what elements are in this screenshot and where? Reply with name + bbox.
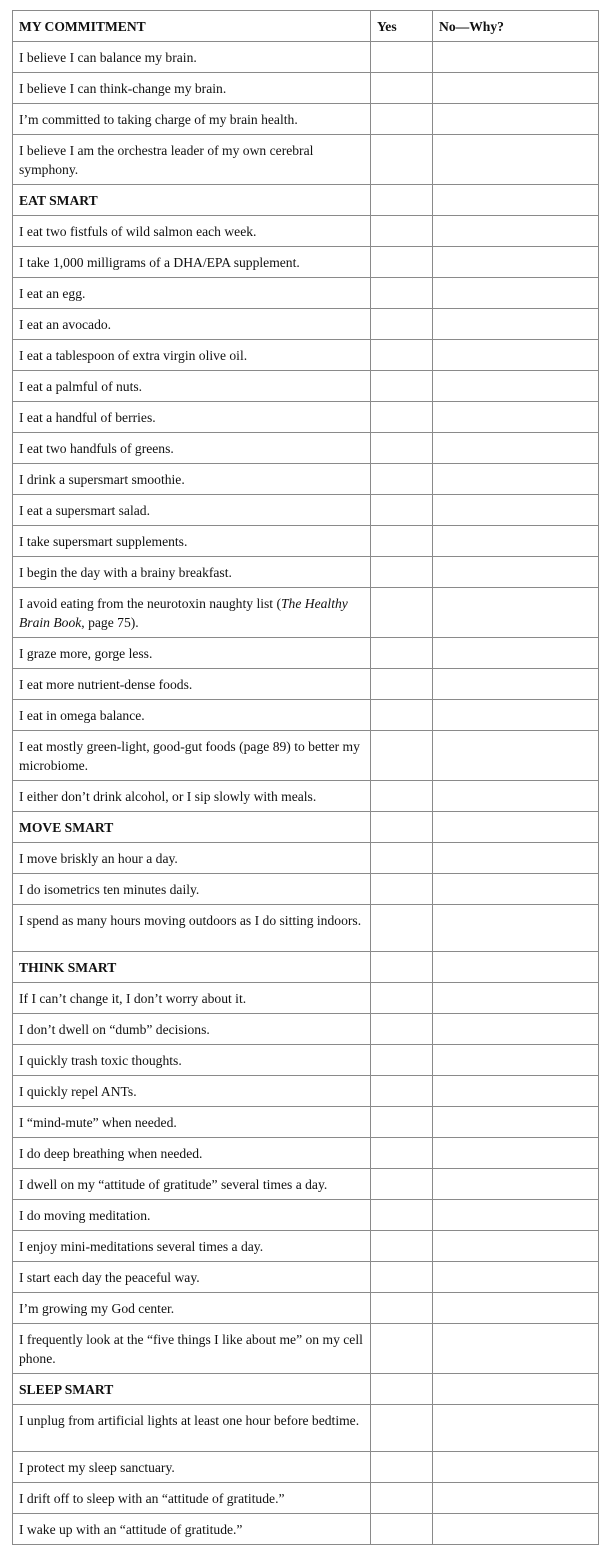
yes-cell xyxy=(371,952,433,983)
table-row xyxy=(13,1107,599,1138)
commitment-text: I take supersmart supplements. xyxy=(13,526,371,557)
no-why-cell[interactable] xyxy=(433,1045,599,1076)
table-row xyxy=(13,731,599,781)
no-why-cell[interactable] xyxy=(433,216,599,247)
table-row xyxy=(13,1293,599,1324)
table-row xyxy=(13,495,599,526)
table-row xyxy=(13,42,599,73)
no-why-cell[interactable] xyxy=(433,42,599,73)
table-row xyxy=(13,526,599,557)
commitment-text: I spend as many hours moving outdoors as I do sitting indoors. xyxy=(13,905,371,952)
no-why-cell[interactable] xyxy=(433,1107,599,1138)
yes-cell[interactable] xyxy=(371,905,433,952)
commitment-text: I eat a palmful of nuts. xyxy=(13,371,371,402)
commitment-text: I either don’t drink alcohol, or I sip slowly with meals. xyxy=(13,781,371,812)
yes-cell[interactable] xyxy=(371,1405,433,1452)
table-body xyxy=(13,42,599,1545)
commitment-text: I eat two fistfuls of wild salmon each week. xyxy=(13,216,371,247)
table-row xyxy=(13,340,599,371)
yes-cell[interactable] xyxy=(371,371,433,402)
commitment-text: I eat an avocado. xyxy=(13,309,371,340)
table-row xyxy=(13,1452,599,1483)
table-row xyxy=(13,1014,599,1045)
commitment-text: I graze more, gorge less. xyxy=(13,638,371,669)
table-row xyxy=(13,104,599,135)
yes-cell[interactable] xyxy=(371,1483,433,1514)
table-row xyxy=(13,278,599,309)
yes-cell[interactable] xyxy=(371,843,433,874)
no-why-cell[interactable] xyxy=(433,1169,599,1200)
yes-cell[interactable] xyxy=(371,42,433,73)
table-row xyxy=(13,874,599,905)
commitment-text: I frequently look at the “five things I like about me” on my cell phone. xyxy=(13,1324,371,1374)
commitment-text: I do moving meditation. xyxy=(13,1200,371,1231)
commitment-text: I do isometrics ten minutes daily. xyxy=(13,874,371,905)
table-row xyxy=(13,700,599,731)
yes-cell[interactable] xyxy=(371,1452,433,1483)
table-row xyxy=(13,1324,599,1374)
commitment-text-part: , page 75). xyxy=(81,615,139,630)
commitment-text: I drink a supersmart smoothie. xyxy=(13,464,371,495)
table-row xyxy=(13,216,599,247)
section-title: SLEEP SMART xyxy=(13,1374,371,1405)
table-row xyxy=(13,1262,599,1293)
table-row xyxy=(13,135,599,185)
yes-cell[interactable] xyxy=(371,526,433,557)
commitment-checklist-sheet xyxy=(12,10,599,1545)
commitment-text xyxy=(13,588,371,638)
no-why-cell[interactable] xyxy=(433,402,599,433)
commitment-text: I protect my sleep sanctuary. xyxy=(13,1452,371,1483)
yes-cell[interactable] xyxy=(371,309,433,340)
table-row xyxy=(13,464,599,495)
table-row xyxy=(13,433,599,464)
no-why-cell[interactable] xyxy=(433,1262,599,1293)
yes-cell[interactable] xyxy=(371,1262,433,1293)
no-why-cell[interactable] xyxy=(433,874,599,905)
table-row xyxy=(13,309,599,340)
no-why-cell xyxy=(433,1374,599,1405)
yes-cell[interactable] xyxy=(371,340,433,371)
no-why-cell[interactable] xyxy=(433,983,599,1014)
commitment-text: I believe I am the orchestra leader of my own cerebral symphony. xyxy=(13,135,371,185)
section-title: EAT SMART xyxy=(13,185,371,216)
table-row xyxy=(13,1514,599,1545)
table-row xyxy=(13,1138,599,1169)
no-why-cell[interactable] xyxy=(433,905,599,952)
header-yes: Yes xyxy=(371,11,433,42)
yes-cell[interactable] xyxy=(371,1107,433,1138)
yes-cell[interactable] xyxy=(371,402,433,433)
no-why-cell[interactable] xyxy=(433,1324,599,1374)
section-title: MOVE SMART xyxy=(13,812,371,843)
section-header-row xyxy=(13,812,599,843)
yes-cell[interactable] xyxy=(371,135,433,185)
commitment-text: I eat a handful of berries. xyxy=(13,402,371,433)
commitment-text: If I can’t change it, I don’t worry about it. xyxy=(13,983,371,1014)
table-row xyxy=(13,983,599,1014)
commitment-text: I wake up with an “attitude of gratitude.” xyxy=(13,1514,371,1545)
table-row xyxy=(13,247,599,278)
table-row xyxy=(13,1076,599,1107)
yes-cell[interactable] xyxy=(371,874,433,905)
commitment-text: I begin the day with a brainy breakfast. xyxy=(13,557,371,588)
table-row xyxy=(13,843,599,874)
no-why-cell[interactable] xyxy=(433,1138,599,1169)
yes-cell[interactable] xyxy=(371,1200,433,1231)
table-row xyxy=(13,371,599,402)
no-why-cell[interactable] xyxy=(433,700,599,731)
commitment-text: I move briskly an hour a day. xyxy=(13,843,371,874)
no-why-cell[interactable] xyxy=(433,104,599,135)
yes-cell xyxy=(371,1374,433,1405)
yes-cell[interactable] xyxy=(371,1293,433,1324)
no-why-cell[interactable] xyxy=(433,1076,599,1107)
no-why-cell xyxy=(433,185,599,216)
yes-cell[interactable] xyxy=(371,1138,433,1169)
no-why-cell[interactable] xyxy=(433,781,599,812)
section-header-row xyxy=(13,952,599,983)
yes-cell[interactable] xyxy=(371,557,433,588)
commitment-text: I unplug from artificial lights at least one hour before bedtime. xyxy=(13,1405,371,1452)
yes-cell[interactable] xyxy=(371,588,433,638)
yes-cell xyxy=(371,812,433,843)
yes-cell[interactable] xyxy=(371,247,433,278)
no-why-cell[interactable] xyxy=(433,278,599,309)
no-why-cell[interactable] xyxy=(433,1014,599,1045)
no-why-cell[interactable] xyxy=(433,638,599,669)
commitment-text: I eat a tablespoon of extra virgin olive oil. xyxy=(13,340,371,371)
yes-cell[interactable] xyxy=(371,1169,433,1200)
no-why-cell[interactable] xyxy=(433,247,599,278)
commitment-checklist-table xyxy=(12,10,599,1545)
table-row xyxy=(13,1045,599,1076)
yes-cell[interactable] xyxy=(371,1324,433,1374)
yes-cell[interactable] xyxy=(371,781,433,812)
table-row xyxy=(13,402,599,433)
no-why-cell[interactable] xyxy=(433,135,599,185)
commitment-text: I quickly trash toxic thoughts. xyxy=(13,1045,371,1076)
header-commitment: MY COMMITMENT xyxy=(13,11,371,42)
yes-cell[interactable] xyxy=(371,731,433,781)
yes-cell[interactable] xyxy=(371,638,433,669)
commitment-text: I quickly repel ANTs. xyxy=(13,1076,371,1107)
commitment-text: I believe I can think-change my brain. xyxy=(13,73,371,104)
yes-cell[interactable] xyxy=(371,669,433,700)
yes-cell[interactable] xyxy=(371,433,433,464)
commitment-text: I eat two handfuls of greens. xyxy=(13,433,371,464)
no-why-cell[interactable] xyxy=(433,526,599,557)
commitment-text: I’m committed to taking charge of my brain health. xyxy=(13,104,371,135)
table-row xyxy=(13,557,599,588)
no-why-cell[interactable] xyxy=(433,1452,599,1483)
commitment-text: I enjoy mini-meditations several times a day. xyxy=(13,1231,371,1262)
commitment-text-part: I avoid eating from the neurotoxin naughty list ( xyxy=(19,596,281,611)
commitment-text: I eat mostly green-light, good-gut foods (page 89) to better my microbiome. xyxy=(13,731,371,781)
commitment-text: I start each day the peaceful way. xyxy=(13,1262,371,1293)
no-why-cell[interactable] xyxy=(433,843,599,874)
no-why-cell[interactable] xyxy=(433,669,599,700)
no-why-cell[interactable] xyxy=(433,588,599,638)
yes-cell[interactable] xyxy=(371,464,433,495)
commitment-text: I eat in omega balance. xyxy=(13,700,371,731)
table-row xyxy=(13,1483,599,1514)
no-why-cell[interactable] xyxy=(433,464,599,495)
no-why-cell[interactable] xyxy=(433,731,599,781)
header-no-why: No—Why? xyxy=(433,11,599,42)
commitment-text: I believe I can balance my brain. xyxy=(13,42,371,73)
yes-cell[interactable] xyxy=(371,73,433,104)
yes-cell[interactable] xyxy=(371,700,433,731)
section-header-row xyxy=(13,185,599,216)
table-row xyxy=(13,1200,599,1231)
table-row xyxy=(13,669,599,700)
no-why-cell[interactable] xyxy=(433,1514,599,1545)
no-why-cell[interactable] xyxy=(433,1231,599,1262)
no-why-cell[interactable] xyxy=(433,557,599,588)
yes-cell xyxy=(371,185,433,216)
table-row xyxy=(13,73,599,104)
commitment-text: I take 1,000 milligrams of a DHA/EPA supplement. xyxy=(13,247,371,278)
commitment-text: I don’t dwell on “dumb” decisions. xyxy=(13,1014,371,1045)
yes-cell[interactable] xyxy=(371,1076,433,1107)
commitment-text: I’m growing my God center. xyxy=(13,1293,371,1324)
section-header-row xyxy=(13,1374,599,1405)
no-why-cell[interactable] xyxy=(433,309,599,340)
table-header-row xyxy=(13,11,599,42)
yes-cell[interactable] xyxy=(371,278,433,309)
table-row xyxy=(13,1405,599,1452)
table-row xyxy=(13,638,599,669)
commitment-text: I eat a supersmart salad. xyxy=(13,495,371,526)
no-why-cell[interactable] xyxy=(433,1405,599,1452)
commitment-text: I “mind-mute” when needed. xyxy=(13,1107,371,1138)
table-row xyxy=(13,781,599,812)
yes-cell[interactable] xyxy=(371,1231,433,1262)
yes-cell[interactable] xyxy=(371,1014,433,1045)
no-why-cell[interactable] xyxy=(433,1483,599,1514)
no-why-cell[interactable] xyxy=(433,1200,599,1231)
yes-cell[interactable] xyxy=(371,216,433,247)
table-row xyxy=(13,1231,599,1262)
table-row xyxy=(13,905,599,952)
yes-cell[interactable] xyxy=(371,983,433,1014)
section-title: THINK SMART xyxy=(13,952,371,983)
no-why-cell[interactable] xyxy=(433,495,599,526)
commitment-text: I dwell on my “attitude of gratitude” several times a day. xyxy=(13,1169,371,1200)
yes-cell[interactable] xyxy=(371,1514,433,1545)
commitment-text: I drift off to sleep with an “attitude of gratitude.” xyxy=(13,1483,371,1514)
commitment-text: I eat more nutrient-dense foods. xyxy=(13,669,371,700)
yes-cell[interactable] xyxy=(371,495,433,526)
table-row xyxy=(13,1169,599,1200)
commitment-text: I eat an egg. xyxy=(13,278,371,309)
no-why-cell[interactable] xyxy=(433,73,599,104)
no-why-cell[interactable] xyxy=(433,340,599,371)
no-why-cell[interactable] xyxy=(433,371,599,402)
table-row xyxy=(13,588,599,638)
book-title-text: The Healthy Brain Book xyxy=(19,596,348,630)
no-why-cell xyxy=(433,952,599,983)
no-why-cell[interactable] xyxy=(433,433,599,464)
no-why-cell xyxy=(433,812,599,843)
yes-cell[interactable] xyxy=(371,104,433,135)
yes-cell[interactable] xyxy=(371,1045,433,1076)
no-why-cell[interactable] xyxy=(433,1293,599,1324)
commitment-text: I do deep breathing when needed. xyxy=(13,1138,371,1169)
